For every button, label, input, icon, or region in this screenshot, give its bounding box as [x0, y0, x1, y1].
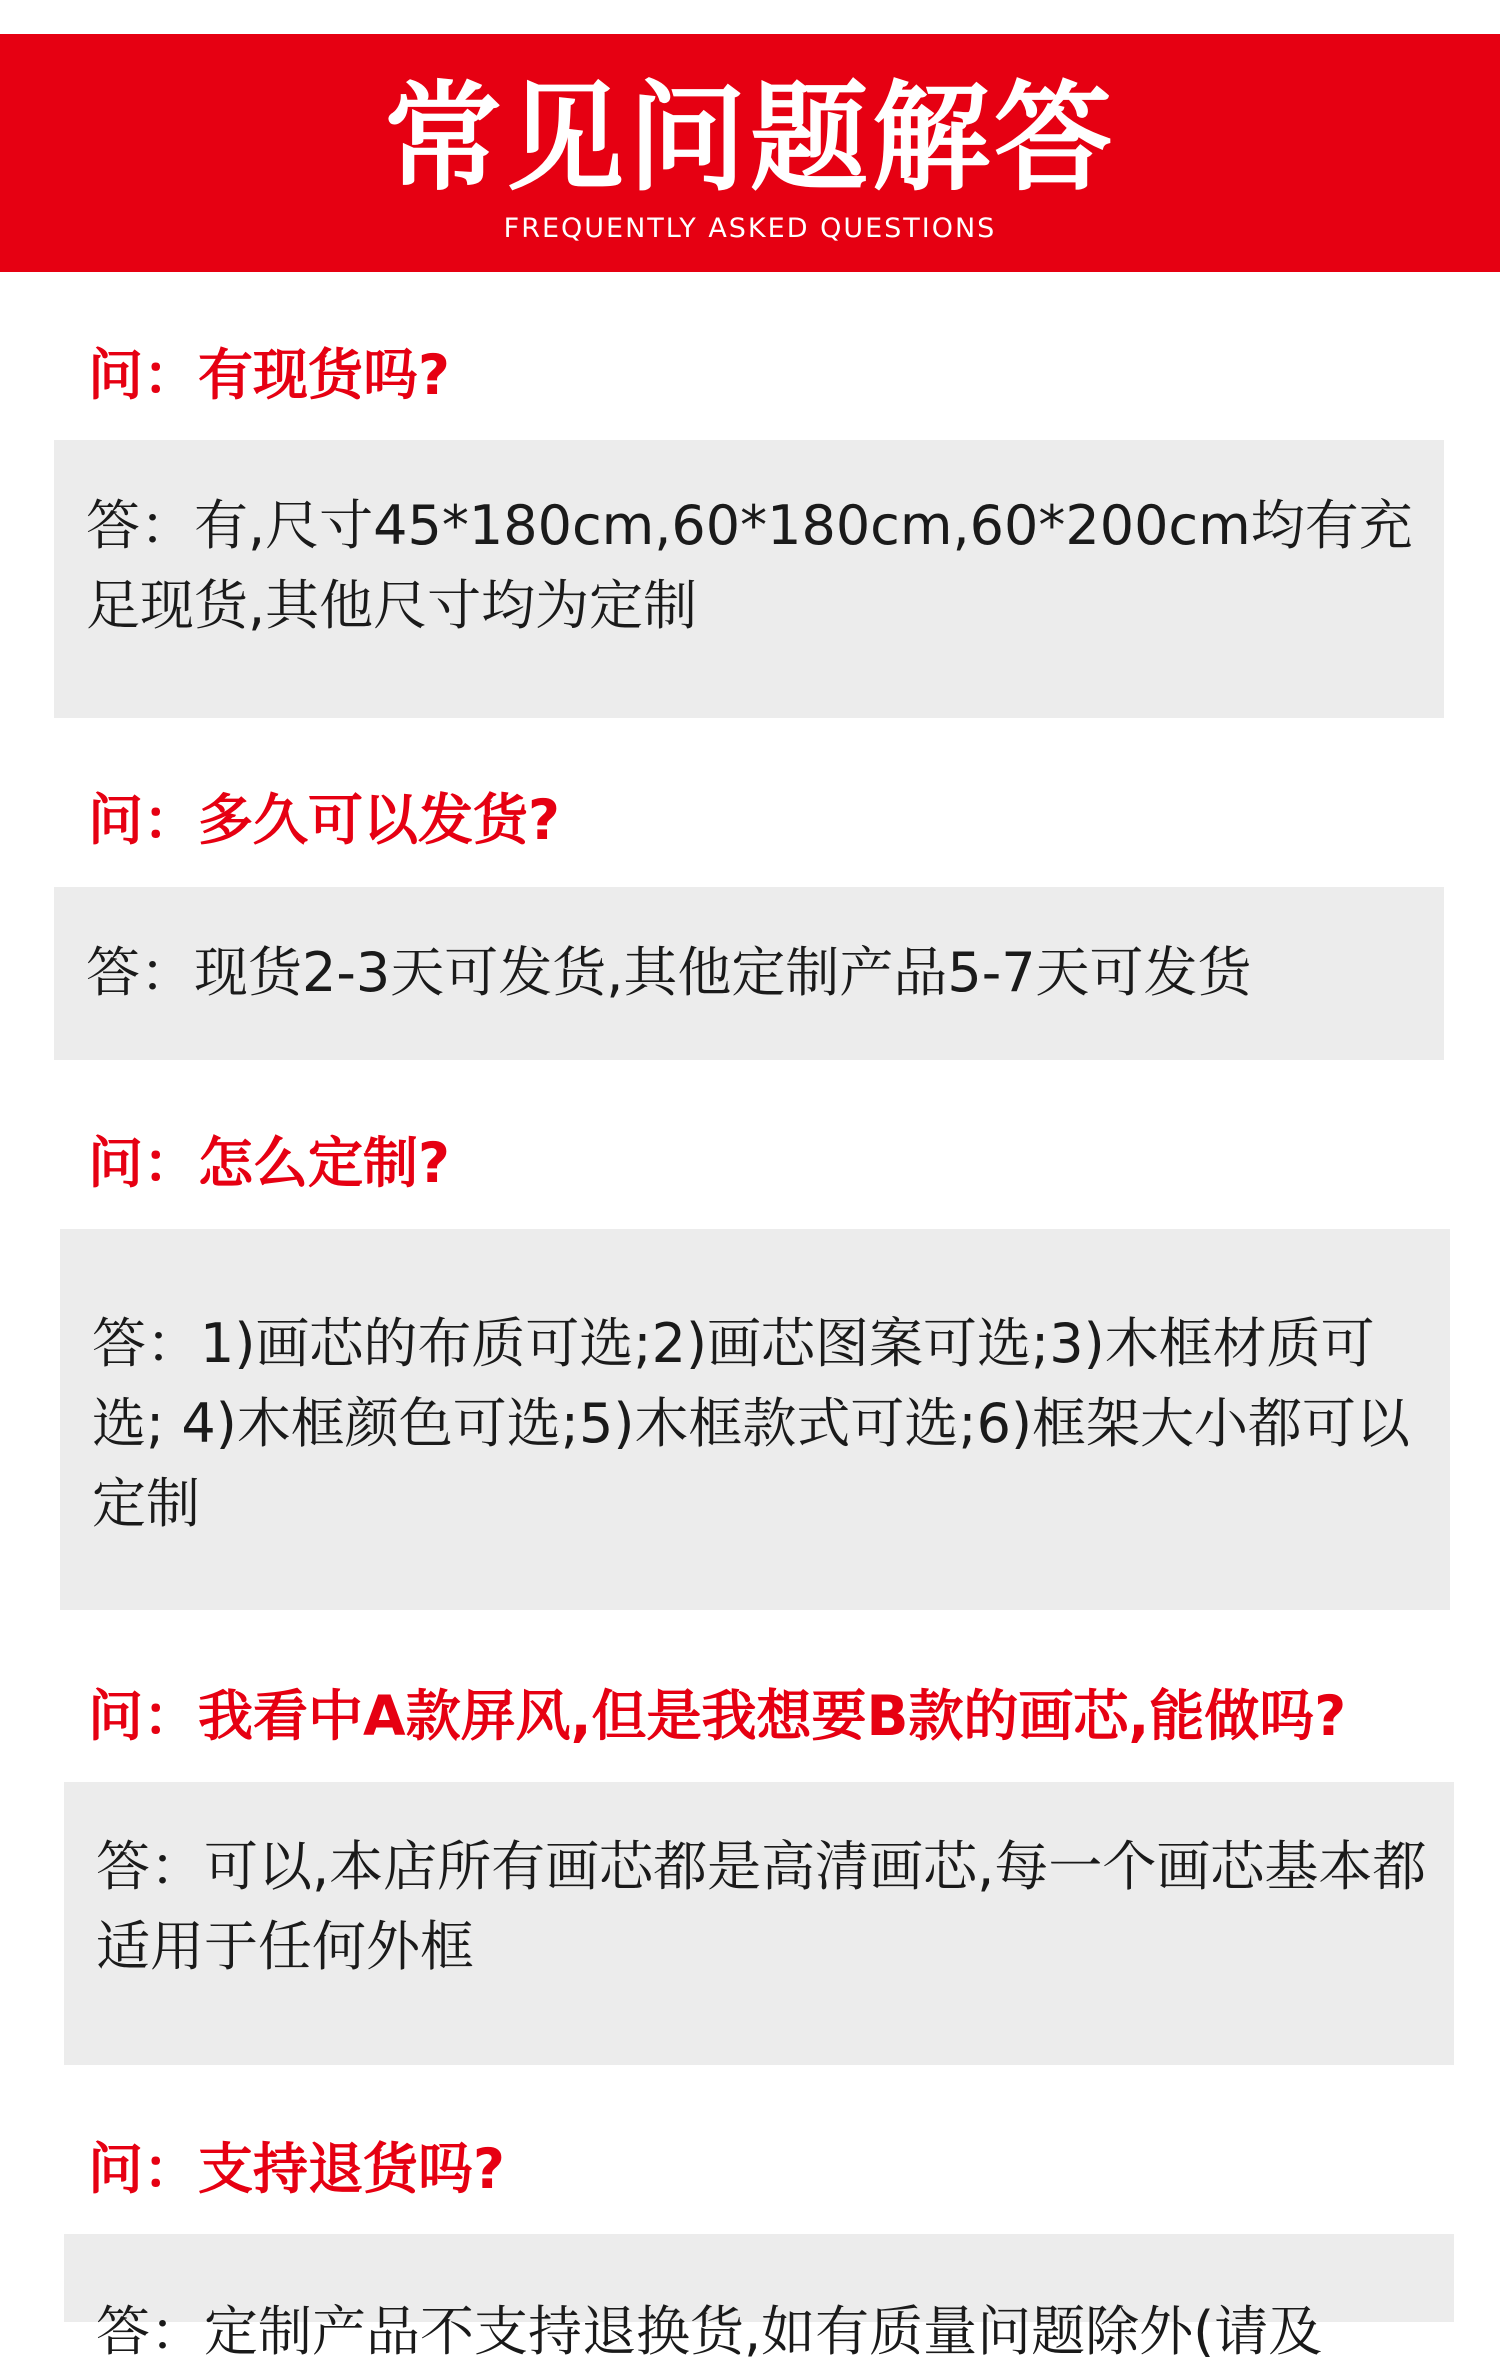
faq-header-banner	[0, 34, 1500, 272]
page-title: 常见问题解答	[383, 69, 1116, 207]
faq-answer-box-3	[60, 1229, 1450, 1610]
faq-answer-3: 答：1)画芯的布质可选;2)画芯图案可选;3)木框材质可选; 4)木框颜色可选;5)木框款式可选;6)框架大小都可以定制	[92, 1312, 1411, 1535]
faq-answer-4: 答：可以,本店所有画芯都是高清画芯,每一个画芯基本都适用于任何外框	[96, 1835, 1427, 1978]
faq-answer-box-5	[64, 2234, 1454, 2363]
faq-question-3: 问：怎么定制?	[88, 1131, 450, 1195]
faq-question-2: 问：多久可以发货?	[88, 788, 560, 852]
faq-question-5: 问：支持退货吗?	[88, 2137, 505, 2201]
faq-question-1: 问：有现货吗?	[88, 343, 450, 407]
faq-answer-5: 答：定制产品不支持退换货,如有质量问题除外(请及	[96, 2300, 1323, 2363]
faq-answer-box-2	[54, 887, 1444, 1060]
page-subtitle: FREQUENTLY ASKED QUESTIONS	[503, 213, 997, 244]
faq-answer-2: 答：现货2-3天可发货,其他定制产品5-7天可发货	[86, 941, 1252, 1004]
faq-answer-box-4	[64, 1782, 1454, 2065]
faq-answer-box-1	[54, 440, 1444, 718]
faq-answer-1: 答：有,尺寸45*180cm,60*180cm,60*200cm均有充足现货,其他尺寸均为定制	[86, 494, 1413, 637]
faq-question-4: 问：我看中A款屏风,但是我想要B款的画芯,能做吗?	[88, 1684, 1347, 1748]
